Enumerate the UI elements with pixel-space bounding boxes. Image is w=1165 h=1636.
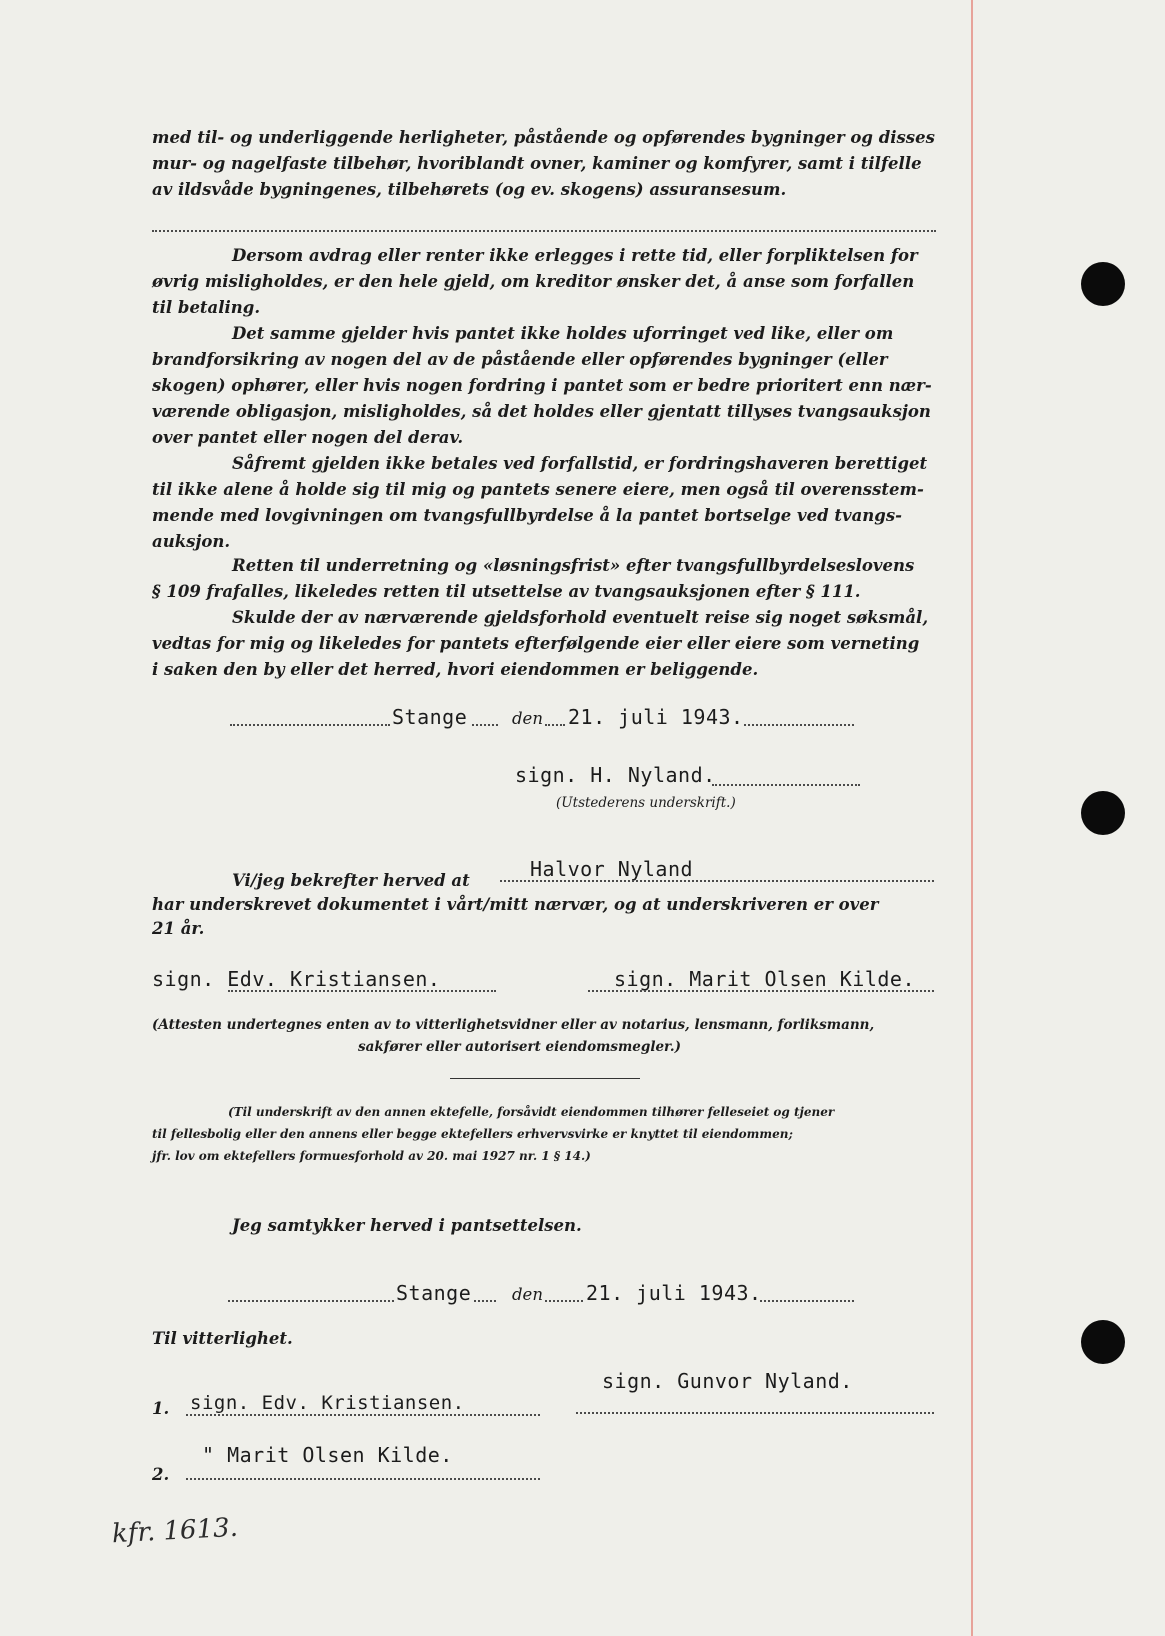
dotted-fill-line — [760, 1300, 854, 1302]
dotted-fill-line — [228, 990, 496, 992]
dotted-fill-line — [588, 990, 934, 992]
body-line: over pantet eller nogen del derav. — [152, 428, 464, 447]
body-line: til ikke alene å holde sig til mig og pantets senere eiere, men også til overensstem- — [152, 480, 924, 499]
til-vitterlighet-label: Til vitterlighet. — [152, 1329, 293, 1348]
dotted-fill-line — [500, 880, 934, 882]
dotted-fill-line — [228, 1300, 394, 1302]
body-line: vedtas for mig og likeledes for pantets efterfølgende eier eller eiere som verneting — [152, 634, 920, 653]
body-line: Retten til underretning og «løsningsfrist» efter tvangsfullbyrdelseslovens — [232, 556, 915, 575]
witness-statement-line: 21 år. — [152, 919, 205, 938]
body-line: Dersom avdrag eller renter ikke erlegges i rette tid, eller forpliktelsen for — [232, 246, 918, 265]
dotted-fill-line — [576, 1412, 934, 1414]
attest-note-line: (Attesten undertegnes enten av to vitterlighetsvidner eller av notarius, lensmann, forliksmann, — [152, 1017, 875, 1033]
dotted-fill-line — [186, 1478, 540, 1480]
body-line: til betaling. — [152, 298, 261, 317]
handwritten-note: kfr. 1613. — [111, 1512, 239, 1550]
body-line: Skulde der av nærværende gjeldsforhold eventuelt reise sig noget søksmål, — [232, 608, 929, 627]
signature-issuer: sign. H. Nyland. — [515, 763, 716, 787]
dotted-fill-line — [186, 1414, 540, 1416]
witness-entry: sign. Edv. Kristiansen. — [190, 1392, 465, 1414]
body-line: skogen) ophører, eller hvis nogen fordring i pantet som er bedre prioritert enn nær- — [152, 376, 932, 395]
body-line: øvrig misligholdes, er den hele gjeld, om kreditor ønsker det, å anse som forfallen — [152, 272, 915, 291]
place-field: Stange — [392, 705, 468, 729]
witness-signature-left: sign. Edv. Kristiansen. — [152, 967, 441, 991]
place-field: Stange — [396, 1281, 472, 1305]
dotted-fill-line — [712, 784, 860, 786]
spouse-note-line: jfr. lov om ektefellers formuesforhold av 20. mai 1927 nr. 1 § 14.) — [152, 1149, 591, 1163]
witness-statement-name: Halvor Nyland — [530, 857, 694, 881]
witness-statement-line: har underskrevet dokumentet i vårt/mitt nærvær, og at underskriveren er over — [152, 895, 879, 914]
dotted-fill-line — [152, 230, 936, 232]
spouse-note-line: (Til underskrift av den annen ektefelle, forsåvidt eiendommen tilhører felleseiet og tjener — [228, 1105, 835, 1119]
spouse-note-line: til fellesbolig eller den annens eller begge ektefellers erhvervsvirke er knyttet til eiendommen; — [152, 1127, 793, 1141]
margin-line — [971, 0, 973, 1636]
dotted-fill-line — [545, 724, 565, 726]
body-line: værende obligasjon, misligholdes, så det holdes eller gjentatt tillyses tvangsauksjon — [152, 402, 931, 421]
signature-caption: (Utstederens underskrift.) — [556, 795, 736, 811]
dotted-fill-line — [474, 1300, 496, 1302]
witness-entry: " Marit Olsen Kilde. — [202, 1443, 453, 1467]
witness-signature-right: sign. Marit Olsen Kilde. — [614, 967, 915, 991]
body-line: § 109 frafalles, likeledes retten til utsettelse av tvangsauksjonen efter § 111. — [152, 582, 861, 601]
punch-hole — [1081, 1320, 1125, 1364]
body-line: Såfremt gjelden ikke betales ved forfallstid, er fordringshaveren berettiget — [232, 454, 928, 473]
attest-note-line: sakfører eller autorisert eiendomsmegler.) — [358, 1039, 681, 1055]
dotted-fill-line — [472, 724, 498, 726]
dotted-fill-line — [744, 724, 854, 726]
body-line: mende med lovgivningen om tvangsfullbyrdelse å la pantet bortselge ved tvangs- — [152, 506, 902, 525]
clause-line: med til- og underliggende herligheter, påstående og opførendes bygninger og disses — [152, 128, 935, 147]
body-line: Det samme gjelder hvis pantet ikke holdes uforringet ved like, eller om — [232, 324, 894, 343]
signature-spouse: sign. Gunvor Nyland. — [602, 1369, 853, 1393]
body-line: auksjon. — [152, 532, 231, 551]
den-label: den — [512, 1285, 543, 1304]
punch-hole — [1081, 262, 1125, 306]
dotted-fill-line — [230, 724, 390, 726]
consent-text: Jeg samtykker herved i pantsettelsen. — [232, 1216, 582, 1235]
date-field: 21. juli 1943. — [568, 705, 744, 729]
clause-line: mur- og nagelfaste tilbehør, hvoriblandt ovner, kaminer og komfyrer, samt i tilfelle — [152, 154, 922, 173]
separator-rule — [450, 1078, 640, 1079]
witness-statement-lead: Vi/jeg bekrefter herved at — [232, 871, 470, 890]
date-field: 21. juli 1943. — [586, 1281, 762, 1305]
dotted-fill-line — [545, 1300, 583, 1302]
body-line: brandforsikring av nogen del av de påstående eller opførendes bygninger (eller — [152, 350, 888, 369]
den-label: den — [512, 709, 543, 728]
witness-number: 2. — [152, 1465, 170, 1484]
body-line: i saken den by eller det herred, hvori eiendommen er beliggende. — [152, 660, 759, 679]
punch-hole — [1081, 791, 1125, 835]
witness-number: 1. — [152, 1399, 170, 1418]
clause-line: av ildsvåde bygningenes, tilbehørets (og ev. skogens) assuransesum. — [152, 180, 787, 199]
